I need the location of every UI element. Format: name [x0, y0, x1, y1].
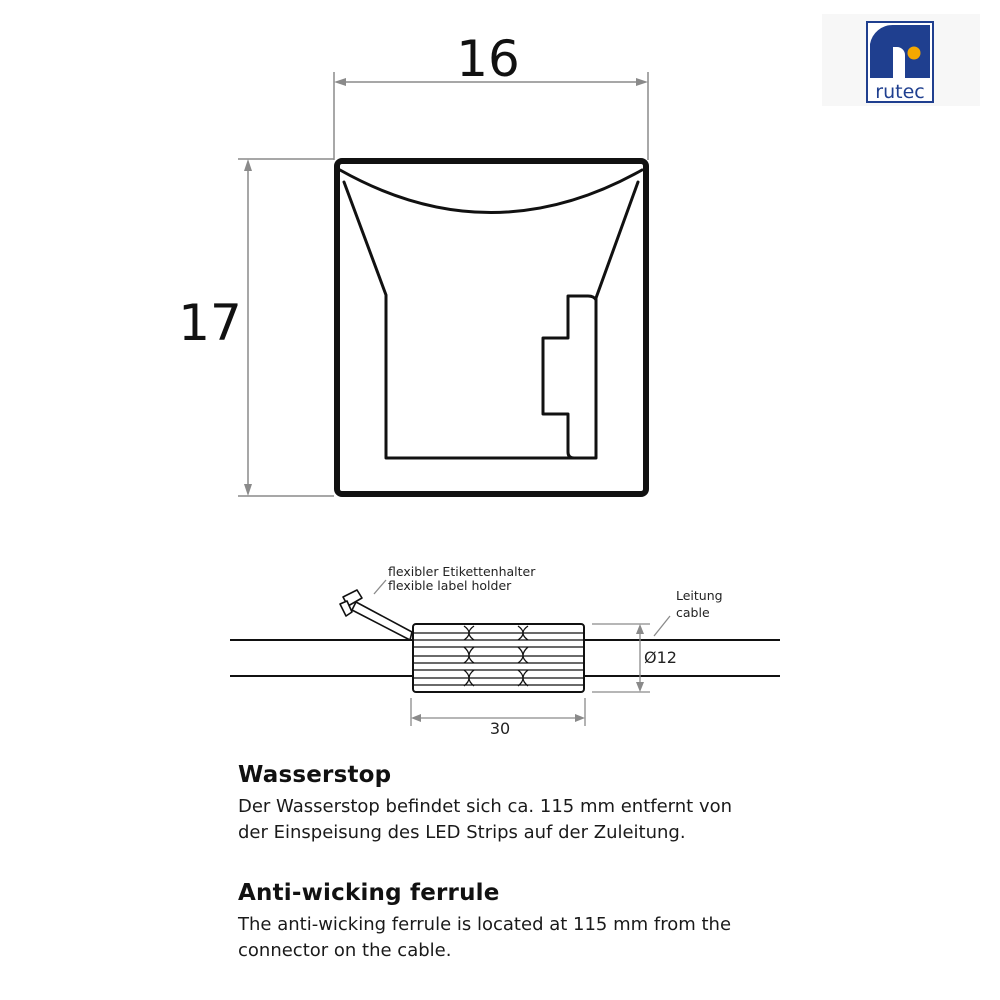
- logo-text: rutec: [875, 81, 925, 103]
- rutec-logo: [822, 14, 980, 106]
- ferrule-body: [413, 624, 584, 692]
- width-dimension-label: 16: [456, 30, 520, 88]
- section-anti-wicking: [238, 880, 938, 964]
- diameter-label: Ø12: [644, 648, 677, 667]
- cable-note-en: cable: [676, 605, 710, 620]
- cable-note-de: Leitung: [676, 588, 723, 603]
- profile-cross-section: [337, 161, 646, 494]
- section-heading: Wasserstop: [238, 762, 392, 788]
- profile-dimensions: [238, 72, 648, 496]
- height-dimension-label: 17: [178, 294, 242, 352]
- section-heading: Anti-wicking ferrule: [238, 880, 500, 906]
- length-label: 30: [489, 719, 511, 738]
- section-wasserstop: [238, 762, 938, 846]
- label-holder-note-en: flexible label holder: [388, 578, 512, 593]
- label-holder: [340, 590, 412, 640]
- logo-dot-icon: [908, 47, 921, 60]
- label-holder-note-de: flexibler Etikettenhalter: [388, 564, 536, 579]
- section-body: The anti-wicking ferrule is located at 115 mm from the connector on the cable.: [238, 914, 732, 961]
- section-body: Der Wasserstop befindet sich ca. 115 mm entfernt von der Einspeisung des LED Strips auf der Zuleitung.: [238, 796, 733, 843]
